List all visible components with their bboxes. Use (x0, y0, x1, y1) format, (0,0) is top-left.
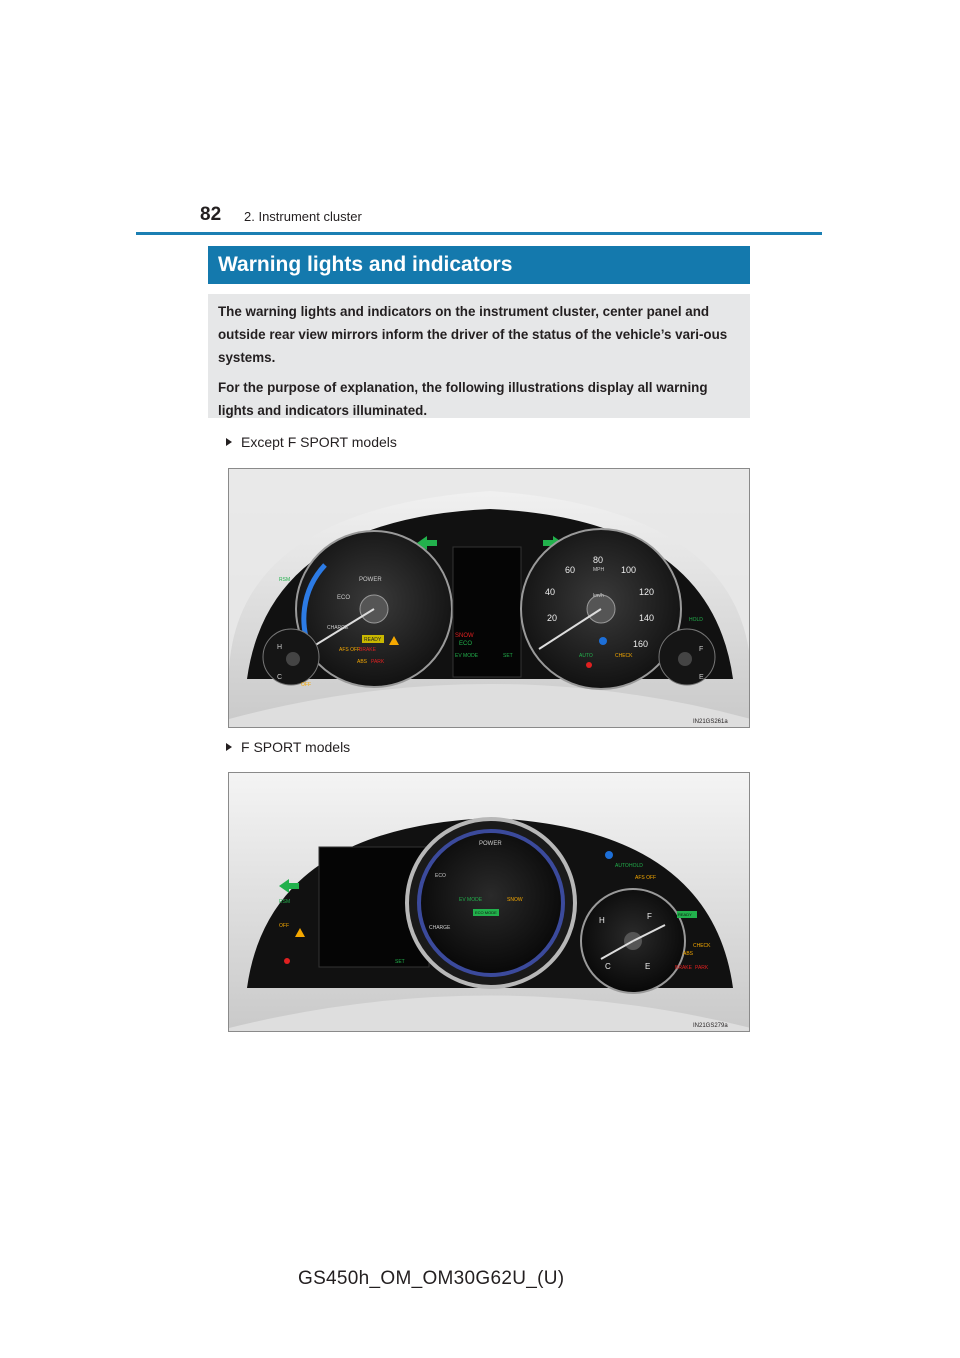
header-rule (136, 232, 822, 235)
label-hold-f: HOLD (629, 863, 643, 869)
label-power-f: POWER (479, 841, 502, 847)
label-auto: AUTO (579, 653, 593, 659)
section-title: Warning lights and indicators (208, 246, 750, 284)
label-brake-f: BRAKE (675, 965, 692, 971)
label-abs-left: ABS (357, 659, 368, 665)
footer-doc-id: GS450h_OM_OM30G62U_(U) (298, 1268, 565, 1289)
label-snow-f: SNOW (507, 897, 523, 903)
chapter-title: 2. Instrument cluster (244, 209, 362, 224)
fuel-gauge-hub (678, 652, 692, 666)
figure-caption-f-sport (226, 739, 350, 755)
figure-code-2: IN21GS279a (693, 1023, 728, 1029)
label-eco-mode-f: ECO MODE (475, 910, 497, 915)
high-beam-icon (605, 851, 613, 859)
label-snow: SNOW (455, 633, 474, 639)
caption-text: F SPORT models (241, 739, 351, 755)
label-e-f: E (645, 962, 651, 971)
label-afs-off-f: AFS OFF (635, 875, 657, 881)
label-h-f: H (599, 916, 605, 925)
label-mph: MPH (593, 567, 605, 573)
label-ready-f: READY (678, 912, 692, 917)
figure-code-1: IN21GS261a (693, 719, 728, 725)
intro-paragraph-1: The warning lights and indicators on the instrument cluster, center panel and outside rear view mirrors inform the driver of the status of the vehicle’s vari-ous systems. (218, 304, 728, 365)
label-e: E (699, 674, 704, 681)
label-ev-mode-f: EV MODE (459, 897, 483, 903)
label-brake-left: BRAKE (359, 647, 376, 653)
speedo-tick-40: 40 (545, 587, 556, 597)
bullet-triangle-icon (226, 438, 232, 446)
speedo-tick-100: 100 (621, 565, 637, 575)
srs-warning-icon (284, 958, 290, 964)
label-set-f: SET (395, 959, 405, 965)
label-f: F (699, 646, 704, 653)
speedo-tick-140: 140 (639, 613, 655, 623)
figure-caption-except-f-sport (226, 434, 397, 450)
label-eco-mode: ECO (459, 641, 473, 647)
label-rsm: RSM (279, 577, 291, 583)
label-abs-f: ABS (683, 951, 694, 957)
instrument-cluster-figure-f-sport (228, 772, 750, 1032)
intro-box (208, 294, 750, 418)
speedo-tick-60: 60 (565, 565, 576, 575)
label-park-f: PARK (695, 965, 709, 971)
speedo-tick-80: 80 (593, 555, 604, 565)
label-hold: HOLD (689, 617, 703, 623)
caption-text: Except F SPORT models (241, 434, 397, 450)
label-check: CHECK (615, 653, 633, 659)
label-charge-f: CHARGE (429, 925, 451, 931)
speedo-tick-120: 120 (639, 587, 655, 597)
cluster-illustration (229, 773, 750, 1032)
label-off-f: OFF (279, 923, 289, 929)
label-set-left: SET (503, 653, 513, 659)
label-ready: READY (364, 637, 382, 643)
label-park-left: PARK (371, 659, 385, 665)
ring-meter-inner (419, 831, 563, 975)
instrument-cluster-figure-standard (228, 468, 750, 728)
speedo-tick-20: 20 (547, 613, 558, 623)
speedo-tick-160: 160 (633, 639, 649, 649)
label-h: H (277, 644, 283, 651)
label-kmh: km/h (593, 593, 604, 599)
label-auto-f: AUTO (615, 863, 629, 869)
label-c-f: C (605, 962, 611, 971)
label-power: POWER (359, 577, 382, 583)
label-off: OFF (301, 682, 311, 688)
label-eco: ECO (337, 595, 351, 601)
label-rsm-f: RSM (279, 899, 291, 905)
high-beam-icon (599, 637, 607, 645)
label-c: C (277, 674, 283, 681)
label-afs-off: AFS OFF (339, 647, 361, 653)
label-charge: CHARGE (327, 625, 349, 631)
bullet-triangle-icon (226, 743, 232, 751)
label-check-f: CHECK (693, 943, 711, 949)
label-eco-f: ECO (435, 873, 446, 879)
srs-warning-icon (586, 662, 592, 668)
label-ev-mode: EV MODE (455, 653, 479, 659)
cluster-illustration (229, 469, 750, 728)
page-number: 82 (200, 204, 222, 225)
temp-gauge-hub (286, 652, 300, 666)
intro-paragraph-2: For the purpose of explanation, the following illustrations display all warning lights and indicators illuminated. (218, 380, 708, 418)
label-f-f: F (647, 912, 652, 921)
